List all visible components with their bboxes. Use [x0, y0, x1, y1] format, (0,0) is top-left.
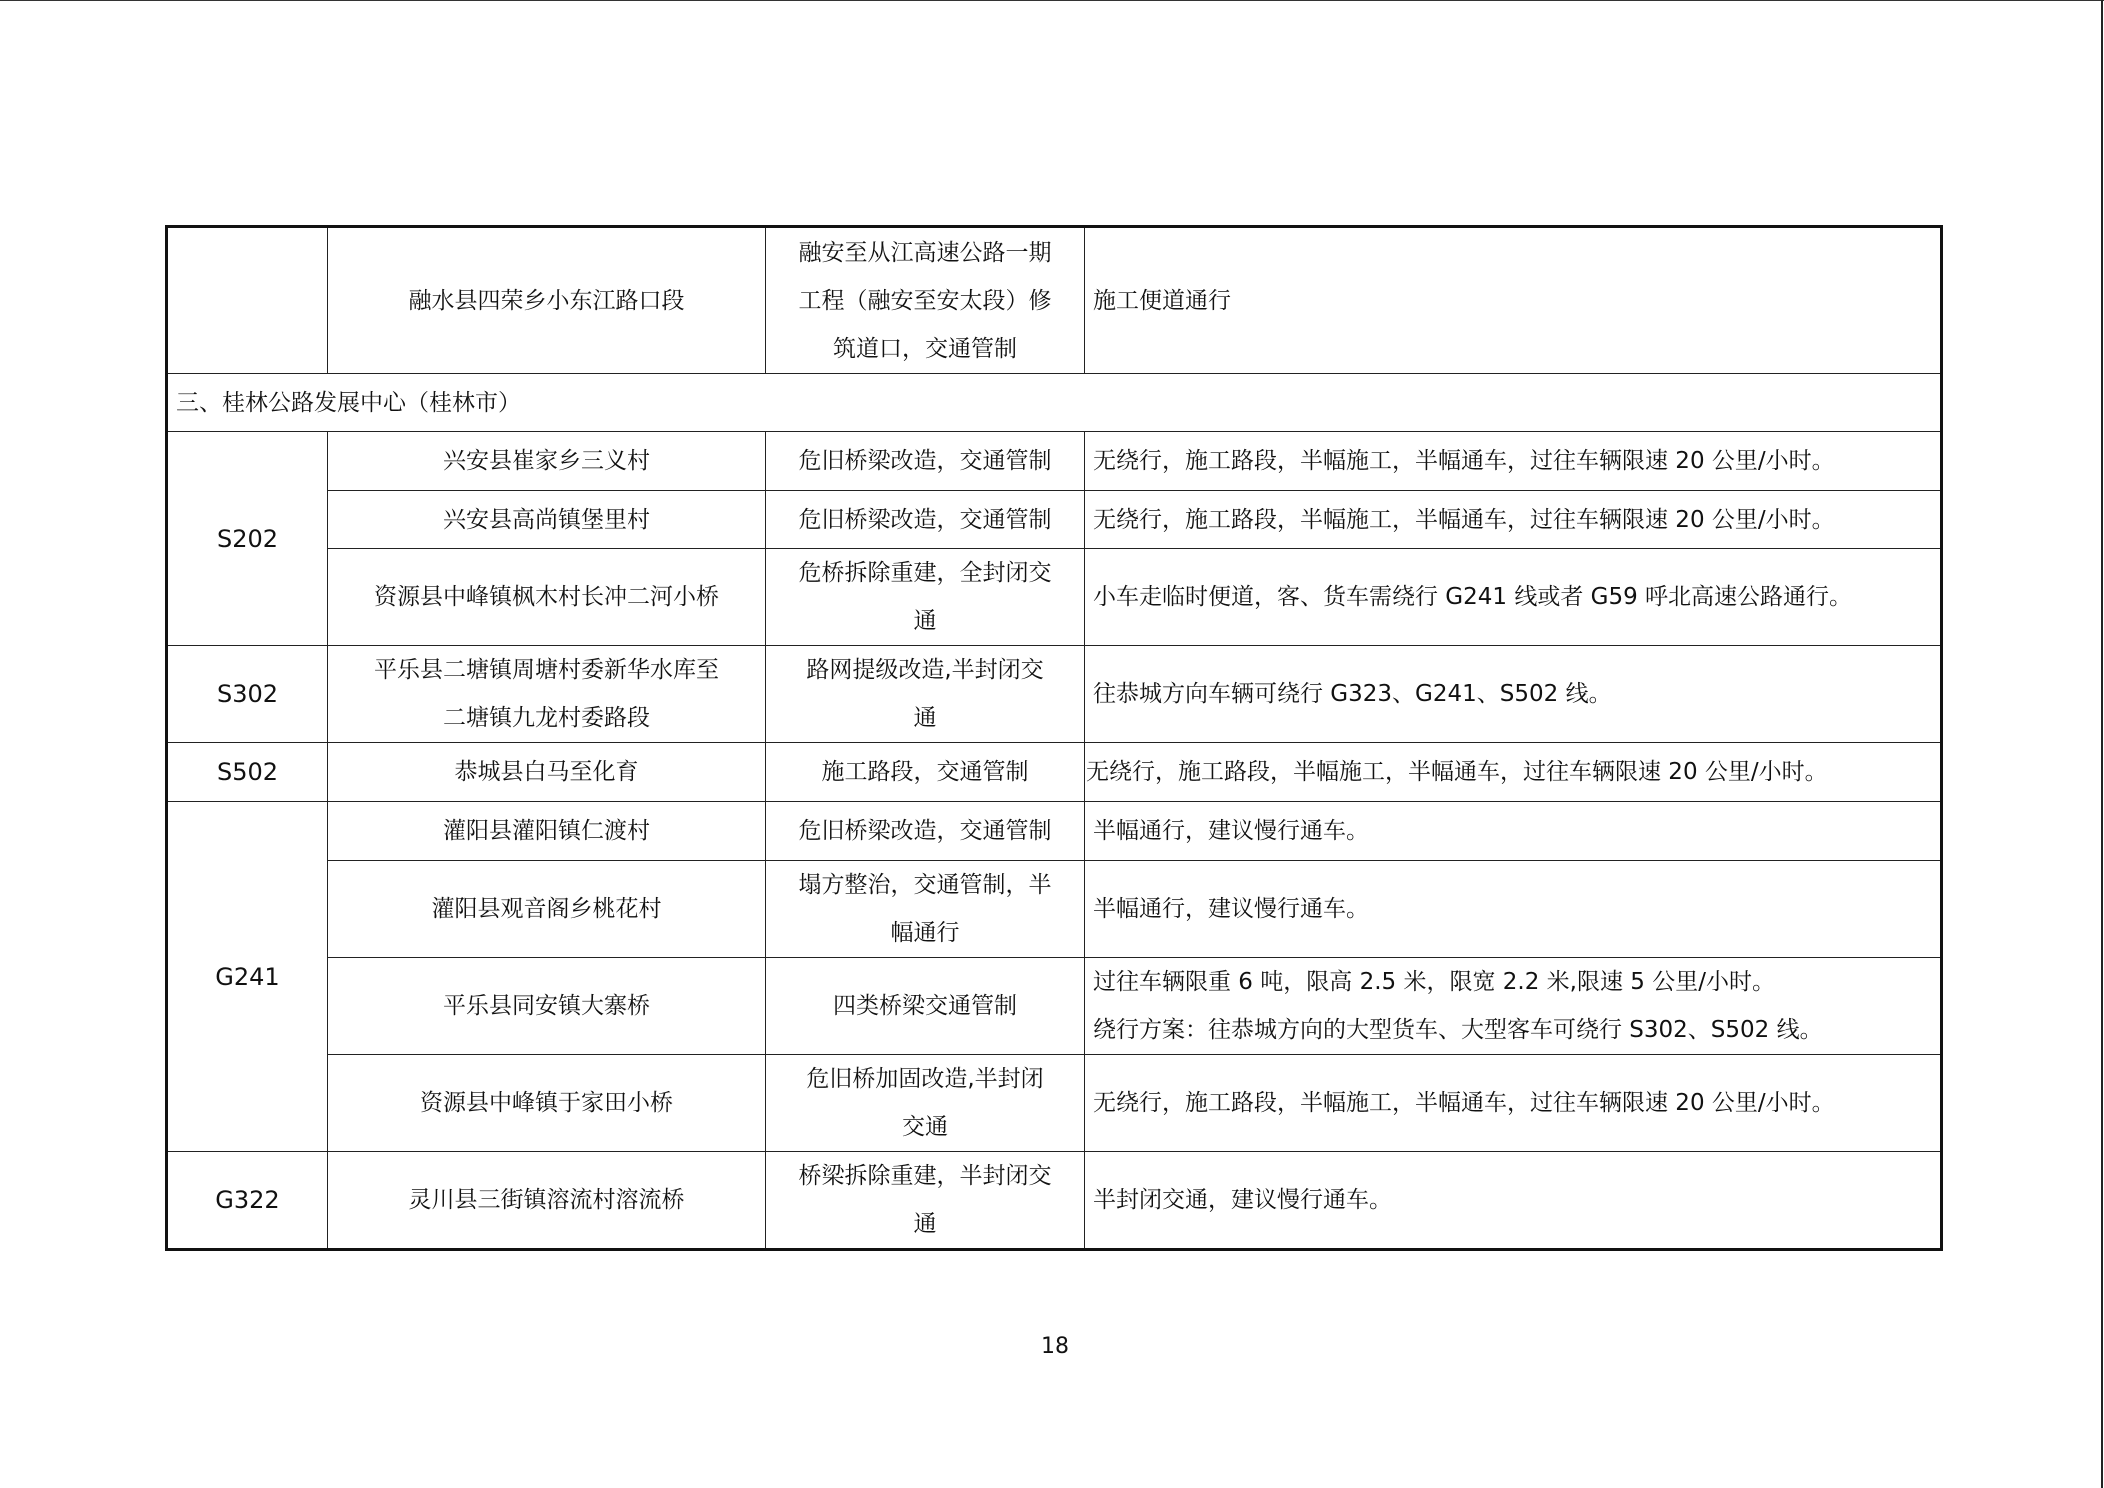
reason-cell — [766, 646, 1085, 743]
location-line: 平乐县二塘镇周塘村委新华水库至 — [374, 657, 719, 683]
location-cell: 灌阳县观音阁乡桃花村 — [328, 861, 766, 958]
reason-line: 幅通行 — [890, 920, 960, 946]
reason-cell — [766, 1055, 1085, 1152]
location-cell: 兴安县高尚镇堡里村 — [328, 491, 766, 549]
reason-cell — [766, 1152, 1085, 1250]
table-row — [167, 227, 1942, 374]
reason-cell: 危旧桥梁改造，交通管制 — [766, 491, 1085, 549]
location-cell: 平乐县同安镇大寨桥 — [328, 958, 766, 1055]
reason-line: 危桥拆除重建，全封闭交 — [798, 560, 1052, 586]
location-cell: 资源县中峰镇于家田小桥 — [328, 1055, 766, 1152]
location-cell: 恭城县白马至化育 — [328, 743, 766, 802]
location-cell: 资源县中峰镇枫木村长冲二河小桥 — [328, 549, 766, 646]
location-cell: 兴安县崔家乡三义村 — [328, 432, 766, 491]
detour-cell: 无绕行，施工路段，半幅施工，半幅通车，过往车辆限速 20 公里/小时。 — [1085, 432, 1942, 491]
reason-line: 塌方整治，交通管制，半 — [798, 872, 1052, 898]
route-cell: S202 — [167, 432, 328, 646]
detour-cell: 小车走临时便道，客、货车需绕行 G241 线或者 G59 呼北高速公路通行。 — [1085, 549, 1942, 646]
detour-cell: 施工便道通行 — [1085, 227, 1942, 374]
detour-cell: 往恭城方向车辆可绕行 G323、G241、S502 线。 — [1085, 646, 1942, 743]
table-row — [167, 432, 1942, 491]
table-row — [167, 549, 1942, 646]
detour-cell: 半幅通行，建议慢行通车。 — [1085, 802, 1942, 861]
reason-cell — [766, 227, 1085, 374]
route-cell — [167, 227, 328, 374]
reason-line: 危旧桥加固改造,半封闭 — [806, 1066, 1044, 1092]
location-cell: 融水县四荣乡小东江路口段 — [328, 227, 766, 374]
route-cell: G322 — [167, 1152, 328, 1250]
reason-cell: 四类桥梁交通管制 — [766, 958, 1085, 1055]
detour-line: 过往车辆限重 6 吨，限高 2.5 米，限宽 2.2 米,限速 5 公里/小时。 — [1093, 969, 1775, 995]
detour-line: 绕行方案：往恭城方向的大型货车、大型客车可绕行 S302、S502 线。 — [1093, 1017, 1823, 1043]
reason-cell: 危旧桥梁改造，交通管制 — [766, 802, 1085, 861]
table-row — [167, 1055, 1942, 1152]
location-line: 二塘镇九龙村委路段 — [443, 705, 650, 731]
table-row — [167, 958, 1942, 1055]
detour-cell — [1085, 958, 1942, 1055]
reason-cell: 危旧桥梁改造，交通管制 — [766, 432, 1085, 491]
section-title: 三、桂林公路发展中心（桂林市） — [167, 374, 1942, 432]
location-cell: 灵川县三街镇溶流村溶流桥 — [328, 1152, 766, 1250]
reason-cell — [766, 549, 1085, 646]
detour-cell: 无绕行，施工路段，半幅施工，半幅通车，过往车辆限速 20 公里/小时。 — [1085, 1055, 1942, 1152]
road-closure-table — [165, 225, 1943, 1251]
reason-line: 路网提级改造,半封闭交 — [806, 657, 1044, 683]
page-edge-top — [0, 0, 2104, 1]
table-row — [167, 491, 1942, 549]
detour-cell: 半封闭交通，建议慢行通车。 — [1085, 1152, 1942, 1250]
page-number: 18 — [1041, 1334, 1069, 1359]
detour-cell: 无绕行，施工路段，半幅施工，半幅通车，过往车辆限速 20 公里/小时。 — [1085, 491, 1942, 549]
reason-line: 筑道口，交通管制 — [833, 335, 1017, 362]
table-row — [167, 861, 1942, 958]
location-cell — [328, 646, 766, 743]
reason-line: 通 — [913, 705, 937, 731]
reason-line: 融安至从江高速公路一期 — [798, 239, 1052, 266]
reason-line: 通 — [913, 1211, 937, 1237]
table-row — [167, 646, 1942, 743]
reason-line: 交通 — [902, 1114, 948, 1140]
reason-line: 工程（融安至安太段）修 — [798, 287, 1052, 314]
route-cell: G241 — [167, 802, 328, 1152]
page-edge-right — [2101, 0, 2103, 1488]
location-cell: 灌阳县灌阳镇仁渡村 — [328, 802, 766, 861]
table-row — [167, 802, 1942, 861]
table-row — [167, 1152, 1942, 1250]
detour-cell: 无绕行，施工路段，半幅施工，半幅通车，过往车辆限速 20 公里/小时。 — [1085, 743, 1942, 802]
route-cell: S502 — [167, 743, 328, 802]
reason-line: 通 — [913, 608, 937, 634]
reason-cell — [766, 861, 1085, 958]
table-row — [167, 743, 1942, 802]
section-row — [167, 374, 1942, 432]
reason-line: 桥梁拆除重建，半封闭交 — [798, 1163, 1052, 1189]
reason-cell: 施工路段，交通管制 — [766, 743, 1085, 802]
detour-cell: 半幅通行，建议慢行通车。 — [1085, 861, 1942, 958]
route-cell: S302 — [167, 646, 328, 743]
